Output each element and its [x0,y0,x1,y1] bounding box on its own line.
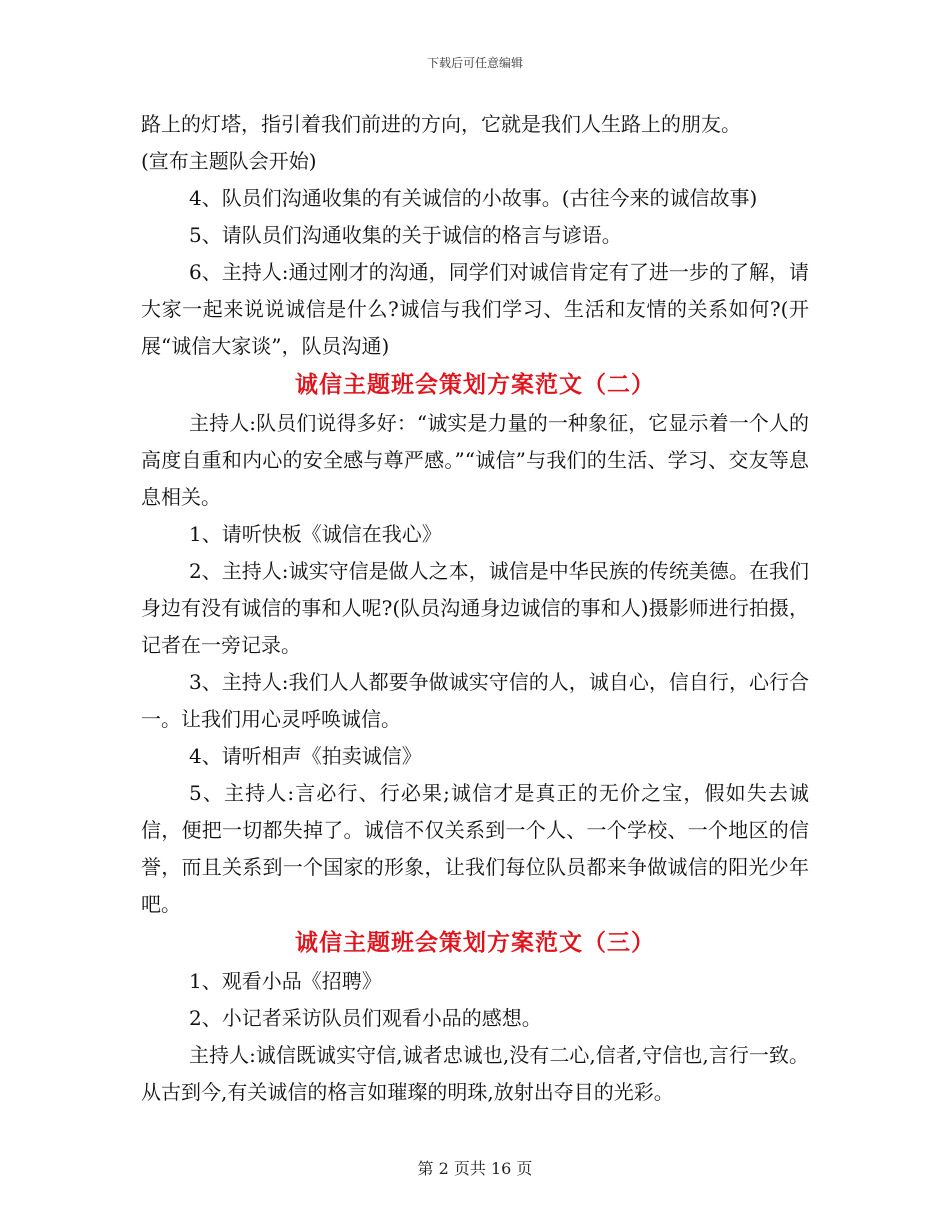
paragraph: 1、请听快板《诚信在我心》 [189,522,442,546]
paragraph: 6、主持人:通过刚才的沟通，同学们对诚信肯定有了进一步的了解，请大家一起来说说诚信是什么?诚信与我们学习、生活和友情的关系如何?(开展“诚信大家谈”，队员沟通) [141,260,809,358]
section-heading: 诚信主题班会策划方案范文（二） [295,371,655,398]
paragraph: 3、主持人:我们人人都要争做诚实守信的人，诚自心，信自行，心行合一。让我们用心灵呼唤诚信。 [141,670,809,731]
paragraph: 5、主持人:言必行、行必果;诚信才是真正的无价之宝，假如失去诚信，便把一切都失掉了。诚信不仅关系到一个人、一个学校、一个地区的信誉，而且关系到一个国家的形象，让我们每位队员都来争做诚信的阳光少年吧。 [141,781,809,916]
page-number: 第 2 页共 16 页 [417,1159,533,1178]
paragraph: 2、主持人:诚实守信是做人之本，诚信是中华民族的传统美德。在我们身边有没有诚信的事和人呢?(队员沟通身边诚信的事和人)摄影师进行拍摄，记者在一旁记录。 [141,559,809,657]
paragraph: 1、观看小品《招聘》 [189,969,382,993]
paragraph: (宣布主题队会开始) [141,149,317,173]
paragraph: 2、小记者采访队员们观看小品的感想。 [189,1006,542,1030]
paragraph: 4、队员们沟通收集的有关诚信的小故事。(古往今来的诚信故事) [189,186,758,210]
page-header-note: 下载后可任意编辑 [426,56,523,70]
paragraph: 4、请听相声《拍卖诚信》 [189,744,422,768]
document-body [141,106,809,1111]
paragraph: 5、请队员们沟通收集的关于诚信的格言与谚语。 [189,223,622,247]
paragraph: 路上的灯塔，指引着我们前进的方向，它就是我们人生路上的朋友。 [141,112,741,136]
section-heading: 诚信主题班会策划方案范文（三） [295,929,655,956]
paragraph: 主持人:队员们说得多好：“诚实是力量的一种象征，它显示着一个人的高度自重和内心的安全感与尊严感。”“诚信”与我们的生活、学习、交友等息息相关。 [141,411,809,509]
paragraph: 主持人:诚信既诚实守信,诚者忠诚也,没有二心,信者,守信也,言行一致。从古到今,有关诚信的格言如璀璨的明珠,放射出夺目的光彩。 [141,1043,809,1104]
